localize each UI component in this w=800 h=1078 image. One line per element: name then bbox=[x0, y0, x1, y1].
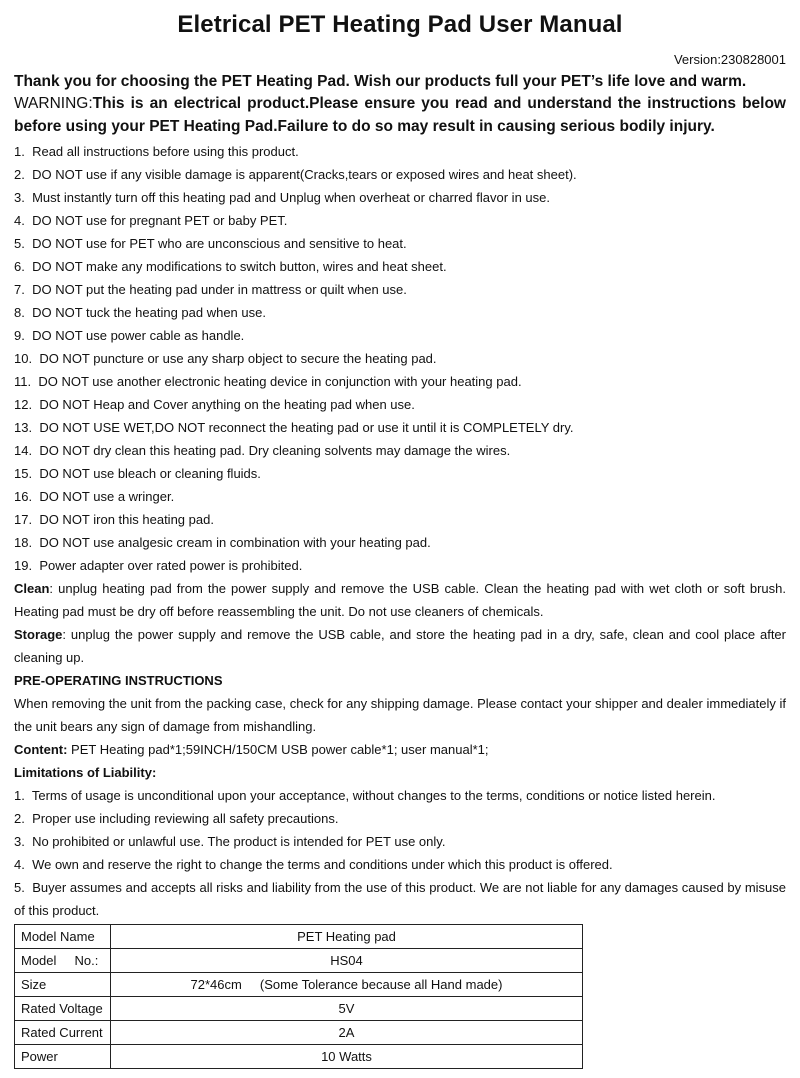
list-text: Proper use including reviewing all safety precautions. bbox=[32, 811, 339, 826]
preop-heading: PRE-OPERATING INSTRUCTIONS bbox=[14, 673, 223, 688]
list-number: 18. bbox=[14, 535, 33, 550]
list-text: DO NOT use for PET who are unconscious and sensitive to heat. bbox=[32, 236, 407, 251]
list-item bbox=[14, 531, 786, 554]
intro-text: Thank you for choosing the PET Heating Pad. Wish our products full your PET’s life love and warm. bbox=[14, 73, 747, 90]
list-item bbox=[14, 393, 786, 416]
list-item bbox=[14, 232, 786, 255]
table-key: Power bbox=[15, 1045, 111, 1069]
manual-page bbox=[14, 10, 786, 1069]
list-item bbox=[14, 163, 786, 186]
list-text: DO NOT use power cable as handle. bbox=[32, 328, 245, 343]
list-item bbox=[14, 485, 786, 508]
warning-paragraph bbox=[14, 93, 786, 138]
spec-table bbox=[14, 924, 583, 1069]
table-value: 5V bbox=[111, 997, 583, 1021]
list-item bbox=[14, 416, 786, 439]
list-text: Read all instructions before using this product. bbox=[32, 144, 299, 159]
table-key: Model No.: bbox=[15, 949, 111, 973]
warning-label: WARNING: bbox=[14, 95, 93, 112]
list-number: 1. bbox=[14, 144, 25, 159]
liability-heading: Limitations of Liability: bbox=[14, 765, 157, 780]
list-text: Power adapter over rated power is prohibited. bbox=[39, 558, 303, 573]
storage-label: Storage bbox=[14, 627, 63, 642]
list-text: DO NOT Heap and Cover anything on the heating pad when use. bbox=[39, 397, 415, 412]
table-row bbox=[15, 1021, 583, 1045]
list-text: DO NOT USE WET,DO NOT reconnect the heating pad or use it until it is COMPLETELY dry. bbox=[39, 420, 574, 435]
list-number: 1. bbox=[14, 788, 25, 803]
list-number: 4. bbox=[14, 213, 25, 228]
table-key: Rated Current bbox=[15, 1021, 111, 1045]
list-number: 14. bbox=[14, 443, 33, 458]
list-item bbox=[14, 278, 786, 301]
list-number: 6. bbox=[14, 259, 25, 274]
list-text: DO NOT dry clean this heating pad. Dry cleaning solvents may damage the wires. bbox=[39, 443, 511, 458]
list-text: Must instantly turn off this heating pad and Unplug when overheat or charred flavor in use. bbox=[32, 190, 550, 205]
warning-text: This is an electrical product.Please ensure you read and understand the instructions below before using your PET Heating Pad.Failure to do so may result in causing serious bodily injury. bbox=[14, 95, 786, 135]
list-number: 2. bbox=[14, 167, 25, 182]
list-number: 4. bbox=[14, 857, 25, 872]
list-item bbox=[14, 830, 786, 853]
table-row bbox=[15, 997, 583, 1021]
list-text: DO NOT put the heating pad under in mattress or quilt when use. bbox=[32, 282, 407, 297]
clean-paragraph bbox=[14, 577, 786, 623]
liability-list bbox=[14, 784, 786, 922]
list-number: 5. bbox=[14, 880, 25, 895]
content-label: Content: bbox=[14, 742, 68, 757]
list-text: Buyer assumes and accepts all risks and liability from the use of this product. We are not liable for any damages caused by misuse of this product. bbox=[14, 880, 786, 918]
list-item bbox=[14, 853, 786, 876]
list-item bbox=[14, 301, 786, 324]
list-text: DO NOT use another electronic heating device in conjunction with your heating pad. bbox=[38, 374, 522, 389]
list-item bbox=[14, 554, 786, 577]
list-item bbox=[14, 140, 786, 163]
list-text: DO NOT use for pregnant PET or baby PET. bbox=[32, 213, 288, 228]
content-line bbox=[14, 738, 786, 761]
list-item bbox=[14, 347, 786, 370]
table-value: 72*46cm (Some Tolerance because all Hand made) bbox=[111, 973, 583, 997]
list-text: We own and reserve the right to change the terms and conditions under which this product is offered. bbox=[32, 857, 613, 872]
list-number: 7. bbox=[14, 282, 25, 297]
list-number: 13. bbox=[14, 420, 33, 435]
table-value: PET Heating pad bbox=[111, 925, 583, 949]
list-text: DO NOT use if any visible damage is apparent(Cracks,tears or exposed wires and heat sheet). bbox=[32, 167, 577, 182]
list-text: DO NOT iron this heating pad. bbox=[39, 512, 214, 527]
table-key: Size bbox=[15, 973, 111, 997]
clean-label: Clean bbox=[14, 581, 50, 596]
safety-rules-list bbox=[14, 140, 786, 577]
table-row bbox=[15, 973, 583, 997]
table-value: HS04 bbox=[111, 949, 583, 973]
table-value: 10 Watts bbox=[111, 1045, 583, 1069]
table-key: Rated Voltage bbox=[15, 997, 111, 1021]
page-title: Eletrical PET Heating Pad User Manual bbox=[177, 11, 623, 38]
list-number: 19. bbox=[14, 558, 33, 573]
list-number: 3. bbox=[14, 190, 25, 205]
list-text: DO NOT use analgesic cream in combination with your heating pad. bbox=[39, 535, 431, 550]
list-text: DO NOT puncture or use any sharp object to secure the heating pad. bbox=[39, 351, 437, 366]
table-row bbox=[15, 1045, 583, 1069]
storage-paragraph bbox=[14, 623, 786, 669]
list-number: 5. bbox=[14, 236, 25, 251]
storage-text: : unplug the power supply and remove the USB cable, and store the heating pad in a dry, safe, clean and cool place after cleaning up. bbox=[14, 627, 786, 665]
content-text: PET Heating pad*1;59INCH/150CM USB power cable*1; user manual*1; bbox=[67, 742, 489, 757]
list-item bbox=[14, 508, 786, 531]
list-number: 15. bbox=[14, 466, 33, 481]
list-item bbox=[14, 186, 786, 209]
list-text: No prohibited or unlawful use. The product is intended for PET use only. bbox=[32, 834, 446, 849]
list-text: DO NOT tuck the heating pad when use. bbox=[32, 305, 266, 320]
list-number: 8. bbox=[14, 305, 25, 320]
list-number: 10. bbox=[14, 351, 33, 366]
table-row bbox=[15, 949, 583, 973]
list-number: 9. bbox=[14, 328, 25, 343]
clean-text: : unplug heating pad from the power supply and remove the USB cable. Clean the heating pad with wet cloth or soft brush. Heating pad must be dry off before reassembling the unit. Do not use cleaners of chemicals. bbox=[14, 581, 786, 619]
list-number: 12. bbox=[14, 397, 33, 412]
list-text: DO NOT use bleach or cleaning fluids. bbox=[39, 466, 261, 481]
list-number: 2. bbox=[14, 811, 25, 826]
list-number: 17. bbox=[14, 512, 33, 527]
table-row bbox=[15, 925, 583, 949]
list-item bbox=[14, 462, 786, 485]
list-text: DO NOT use a wringer. bbox=[39, 489, 175, 504]
table-key: Model Name bbox=[15, 925, 111, 949]
list-item bbox=[14, 439, 786, 462]
version-label: Version:230828001 bbox=[673, 52, 786, 67]
list-item bbox=[14, 324, 786, 347]
list-text: DO NOT make any modifications to switch button, wires and heat sheet. bbox=[32, 259, 447, 274]
list-item bbox=[14, 876, 786, 922]
list-item bbox=[14, 784, 786, 807]
list-text: Terms of usage is unconditional upon your acceptance, without changes to the terms, conditions or notice listed herein. bbox=[31, 788, 716, 803]
preop-text: When removing the unit from the packing case, check for any shipping damage. Please contact your shipper and dealer immediately if the unit bears any sign of damage from mishandling. bbox=[14, 696, 786, 734]
list-number: 3. bbox=[14, 834, 25, 849]
list-number: 11. bbox=[14, 374, 32, 389]
list-item bbox=[14, 255, 786, 278]
table-value: 2A bbox=[111, 1021, 583, 1045]
list-number: 16. bbox=[14, 489, 33, 504]
list-item bbox=[14, 209, 786, 232]
list-item bbox=[14, 807, 786, 830]
list-item bbox=[14, 370, 786, 393]
